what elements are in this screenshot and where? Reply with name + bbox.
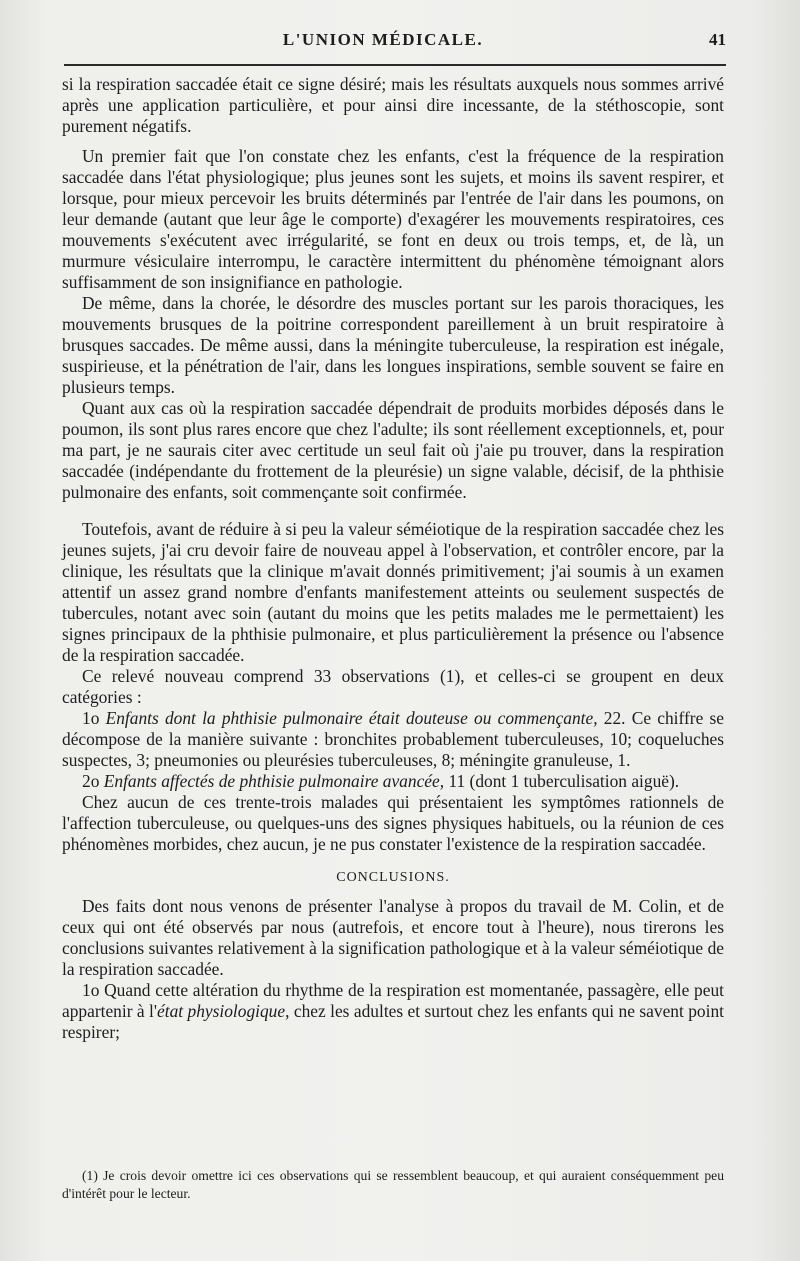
category-1-detail: 22. Ce chiffre se décompose de la manière suivante : bronchites probablement tuberculeuses, 10; coqueluches suspectes, 3; pneumonies ou pleurésies tuberculeuses, 8; méningite granuleuse, 1. bbox=[62, 708, 724, 770]
category-2-detail: 11 (dont 1 tuberculisation aiguë). bbox=[448, 771, 680, 791]
paragraph-8 bbox=[62, 771, 724, 792]
running-head bbox=[62, 30, 726, 56]
header-rule bbox=[64, 64, 726, 66]
item-number-2: 2o bbox=[82, 771, 100, 791]
paragraph-11 bbox=[62, 980, 724, 1043]
conclusion-1-start: 1o Quand cette altération du rhythme de la respiration est momentanée, passagère, elle peut appartenir à l' bbox=[62, 980, 724, 1021]
paragraph-7 bbox=[62, 708, 724, 771]
paragraph-9: Chez aucun de ces trente-trois malades qui présentaient les symptômes rationnels de l'affection tuberculeuse, ou quelques-uns des signes physiques habituels, ou la réunion de ces phénomènes morbides, chez aucun, je ne pus constater l'existence de la respiration saccadée. bbox=[62, 792, 724, 854]
paragraph-10: Des faits dont nous venons de présenter l'analyse à propos du travail de M. Colin, et de ceux qui ont été observés par nous (autrefois, et encore tout à l'heure), nous tirerons les conclusions suivantes relativement à la signification pathologique et à la valeur séméiotique de la respiration saccadée. bbox=[62, 896, 724, 979]
conclusion-1-end: , chez les adultes et surtout chez les enfants qui ne savent point respirer; bbox=[62, 1001, 724, 1042]
body-text bbox=[62, 74, 724, 1043]
category-2-label: Enfants affectés de phthisie pulmonaire avancée, bbox=[103, 771, 445, 791]
paragraph-6: Ce relevé nouveau comprend 33 observations (1), et celles-ci se groupent en deux catégories : bbox=[62, 666, 724, 707]
paragraph-5: Toutefois, avant de réduire à si peu la valeur séméiotique de la respiration saccadée chez les jeunes sujets, j'ai cru devoir faire de nouveau appel à l'observation, et contrôler encore, par la clinique, les résultats que la clinique m'avait donnés primitivement; j'ai soumis à un examen attentif un assez grand nombre d'enfants manifestement atteints ou seulement suspectés de tubercules, notant avec soin (autant du moins que les petits malades me le permettaient) les signes principaux de la phthisie pulmonaire, et plus particulièrement la présence ou l'absence de la respiration saccadée. bbox=[62, 519, 724, 665]
footnote: (1) Je crois devoir omettre ici ces observations qui se ressemblent beaucoup, et qui auraient conséquemment peu d'intérêt pour le lecteur. bbox=[62, 1168, 724, 1201]
conclusions-heading: CONCLUSIONS. bbox=[336, 870, 450, 885]
item-number-1: 1o bbox=[82, 708, 100, 728]
paragraph-3: De même, dans la chorée, le désordre des muscles portant sur les parois thoraciques, les mouvements brusques de la poitrine correspondent pareillement à un bruit respiratoire à brusques saccades. De même aussi, dans la méningite tuberculeuse, la respiration est inégale, suspirieuse, et la pénétration de l'air, dans les longues inspirations, semble souvent se faire en plusieurs temps. bbox=[62, 293, 724, 397]
paragraph-2: Un premier fait que l'on constate chez les enfants, c'est la fréquence de la respiration saccadée dans l'état physiologique; plus jeunes sont les sujets, et moins ils savent respirer, et lorsque, pour mieux percevoir les bruits déterminés par l'entrée de l'air dans les poumons, on leur demande (autant que leur âge le comporte) d'exagérer les mouvements respiratoires, ces mouvements s'exécutent avec irrégularité, se font en deux ou trois temps, et, de là, un murmure vésiculaire interrompu, le caractère intermittent du phénomène témoignant alors suffisamment de son insignifiance en pathologie. bbox=[62, 146, 724, 292]
journal-title: L'UNION MÉDICALE. bbox=[282, 30, 484, 49]
paragraph-1: si la respiration saccadée était ce signe désiré; mais les résultats auxquels nous sommes arrivé après une application particulière, et pour ainsi dire incessante, de la stéthoscopie, sont purement négatifs. bbox=[62, 74, 724, 136]
conclusion-1-italic: état physiologique bbox=[157, 1001, 286, 1021]
category-1-label: Enfants dont la phthisie pulmonaire était douteuse ou commençante, bbox=[105, 708, 598, 728]
page-number: 41 bbox=[709, 30, 726, 49]
paragraph-4: Quant aux cas où la respiration saccadée dépendrait de produits morbides déposés dans le poumon, ils sont plus rares encore que chez l'adulte; ils sont réellement exceptionnels, et, pour ma part, je ne saurais citer avec certitude un seul fait où j'aie pu trouver, dans la respiration saccadée (indépendante du frottement de la pleurésie) un signe valable, décisif, de la phthisie pulmonaire des enfants, soit commençante soit confirmée. bbox=[62, 398, 724, 502]
